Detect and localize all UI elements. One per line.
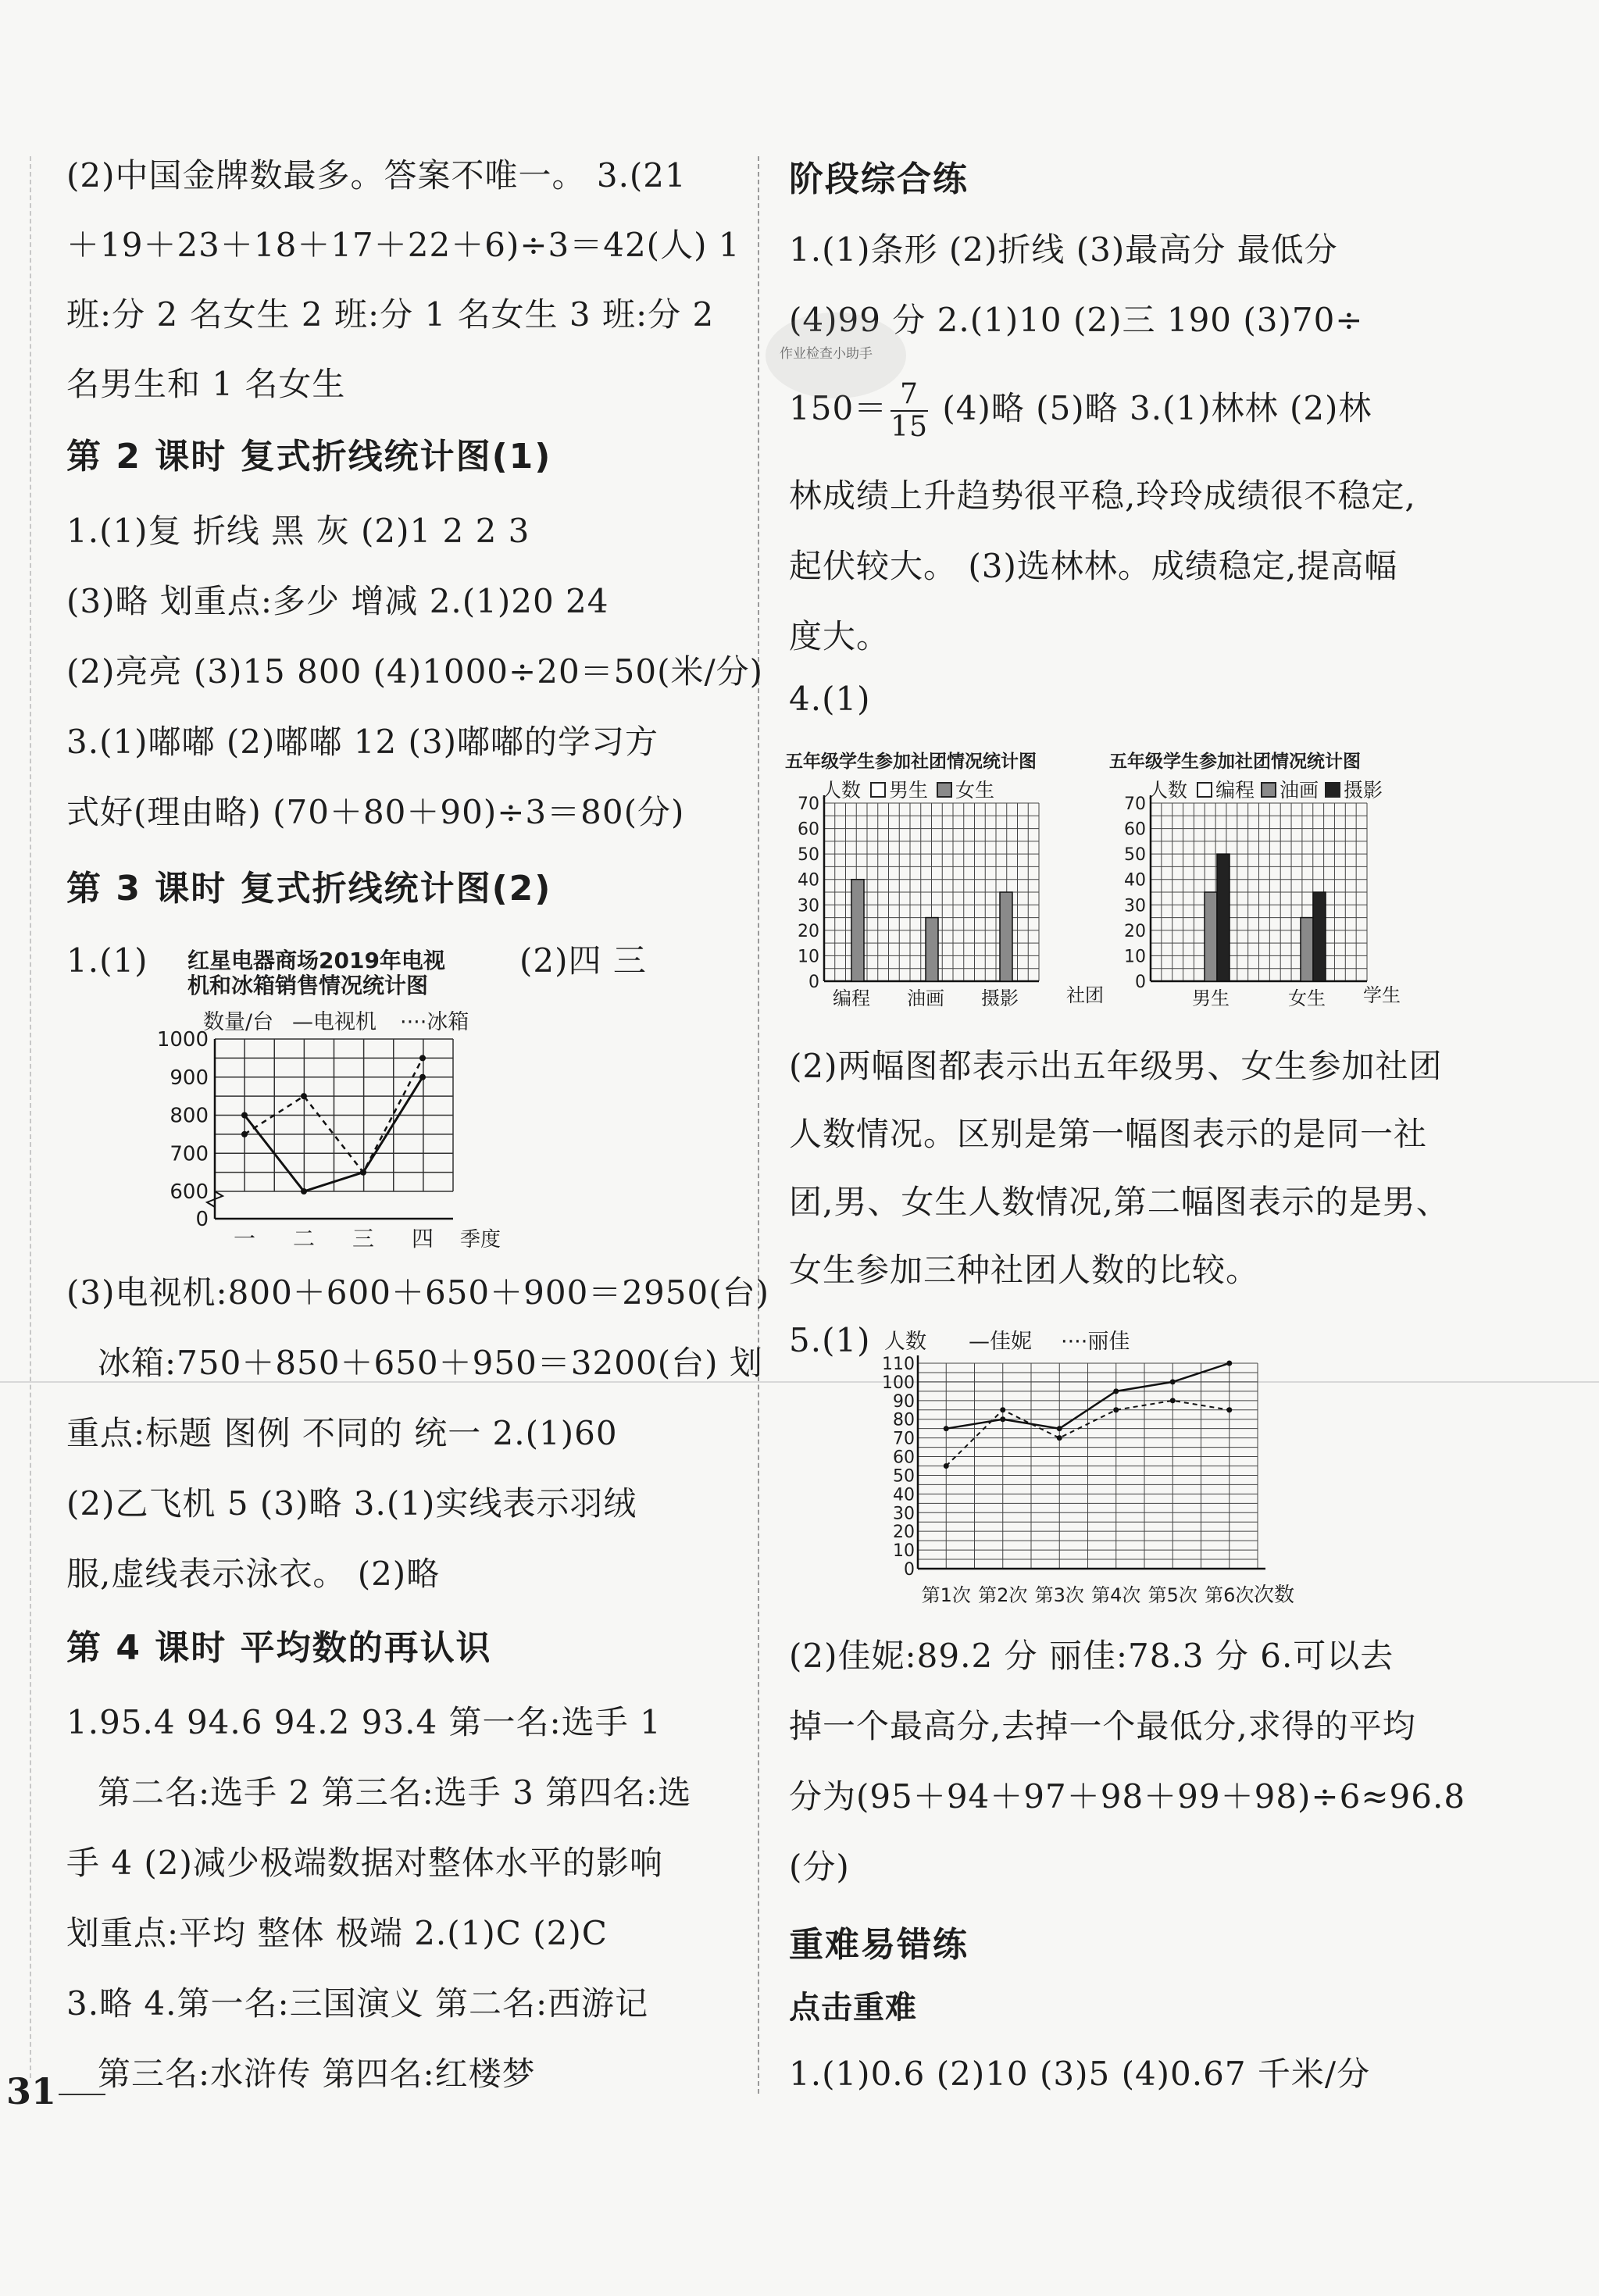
score-line-chart bbox=[867, 1320, 1305, 1617]
y-axis-label: 人数 bbox=[884, 1330, 926, 1354]
text-line: (2)四 三 bbox=[519, 941, 647, 980]
text-line: 第二名:选手 2 第三名:选手 3 第四名:选 bbox=[98, 1773, 692, 1812]
y-tick-label: 10 bbox=[893, 1541, 915, 1562]
data-point bbox=[1170, 1398, 1176, 1403]
text-line: ＋19＋23＋18＋17＋22＋6)÷3＝42(人) 1 bbox=[66, 226, 741, 264]
x-tick-label: 摄影 bbox=[981, 987, 1019, 1009]
x-axis-label: 社团 bbox=[1066, 984, 1104, 1006]
legend-tv: —电视机 bbox=[292, 1010, 377, 1034]
x-axis-label: 次数 bbox=[1254, 1584, 1295, 1607]
y-tick-label: 20 bbox=[893, 1523, 915, 1543]
y-tick-label: 40 bbox=[893, 1485, 915, 1505]
y-tick-label: 70 bbox=[1124, 794, 1146, 814]
y-tick-label: 50 bbox=[1124, 845, 1146, 866]
y-tick-label: 80 bbox=[893, 1410, 915, 1430]
legend-girls: 女生 bbox=[955, 779, 995, 802]
chart-title: 机和冰箱销售情况统计图 bbox=[187, 973, 429, 998]
text-line: 人数情况。区别是第一幅图表示的是同一社 bbox=[789, 1115, 1428, 1153]
bar bbox=[1000, 892, 1012, 981]
page-number: 31 bbox=[6, 2070, 57, 2112]
data-point bbox=[241, 1112, 248, 1119]
bar bbox=[1301, 918, 1313, 981]
data-point bbox=[1170, 1379, 1176, 1384]
y-tick-label: 600 bbox=[170, 1180, 209, 1204]
text-line: 第三名:水浒传 第四名:红楼梦 bbox=[98, 2055, 536, 2093]
stamp-text: 作业检查小助手 bbox=[780, 346, 873, 362]
y-tick-label: 1000 bbox=[156, 1028, 209, 1052]
text-line: 1.(1)条形 (2)折线 (3)最高分 最低分 bbox=[789, 230, 1338, 269]
x-tick-label: 女生 bbox=[1288, 987, 1326, 1009]
x-tick-label: 第1次 bbox=[921, 1584, 971, 1606]
data-point bbox=[301, 1188, 307, 1194]
y-tick-label: 900 bbox=[170, 1066, 209, 1090]
text-line: 团,男、女生人数情况,第二幅图表示的是男、 bbox=[789, 1183, 1450, 1221]
y-tick-label: 60 bbox=[798, 819, 819, 840]
question-label: 4.(1) bbox=[789, 680, 871, 718]
y-tick-label: 20 bbox=[798, 921, 819, 941]
x-tick-label: 第4次 bbox=[1091, 1584, 1141, 1606]
text-line: (4)99 分 2.(1)10 (2)三 190 (3)70÷ bbox=[789, 301, 1364, 339]
y-tick-label: 60 bbox=[893, 1448, 915, 1468]
data-point bbox=[1226, 1361, 1232, 1366]
text-line: 1.(1)复 折线 黑 灰 (2)1 2 2 3 bbox=[66, 512, 530, 550]
y-tick-label: 800 bbox=[170, 1104, 209, 1128]
checker-stamp bbox=[766, 312, 906, 398]
legend-jiani: —佳妮 bbox=[969, 1330, 1032, 1354]
text-line: (3)电视机:800＋600＋650＋900＝2950(台) bbox=[66, 1273, 769, 1312]
data-point bbox=[1000, 1416, 1005, 1422]
text-line: (2)佳妮:89.2 分 丽佳:78.3 分 6.可以去 bbox=[789, 1637, 1394, 1675]
x-tick-label: 四 bbox=[411, 1226, 434, 1252]
x-tick-label: 第2次 bbox=[978, 1584, 1028, 1606]
data-point bbox=[1113, 1407, 1119, 1412]
page-number-rule bbox=[59, 2094, 105, 2095]
section-heading: 第 4 课时 平均数的再认识 bbox=[66, 1628, 492, 1668]
legend-painting: 油画 bbox=[1280, 779, 1319, 802]
text-line: 手 4 (2)减少极端数据对整体水平的影响 bbox=[66, 1844, 663, 1882]
data-point bbox=[301, 1093, 307, 1099]
legend-swatch-painting bbox=[1262, 783, 1276, 797]
data-point bbox=[1113, 1388, 1119, 1394]
sub-heading: 点击重难 bbox=[789, 1990, 917, 2026]
y-tick-label: 30 bbox=[893, 1504, 915, 1524]
x-tick-label: 一 bbox=[233, 1226, 256, 1252]
y-tick-label: 700 bbox=[170, 1142, 209, 1166]
y-tick-label: 100 bbox=[882, 1373, 915, 1393]
text-line: 划重点:平均 整体 极端 2.(1)C (2)C bbox=[66, 1914, 608, 1952]
x-axis-label: 学生 bbox=[1363, 984, 1401, 1006]
y-tick-label: 50 bbox=[893, 1466, 915, 1487]
x-tick-label: 编程 bbox=[833, 987, 870, 1009]
text-line: (2)中国金牌数最多。答案不唯一。 3.(21 bbox=[66, 156, 687, 195]
data-point bbox=[1000, 1407, 1005, 1412]
data-point bbox=[944, 1463, 949, 1469]
chart-title: 五年级学生参加社团情况统计图 bbox=[785, 752, 1037, 772]
left-margin-rule bbox=[30, 156, 31, 2078]
y-tick-label: 70 bbox=[893, 1429, 915, 1449]
section-heading: 第 2 课时 复式折线统计图(1) bbox=[66, 437, 552, 477]
x-tick-label: 二 bbox=[292, 1226, 316, 1252]
bar bbox=[851, 880, 864, 981]
y-tick-label: 40 bbox=[798, 870, 819, 891]
text-fragment: 150＝ bbox=[789, 389, 888, 427]
y-axis-label: 数量/台 bbox=[203, 1010, 274, 1034]
text-line: 服,虚线表示泳衣。 (2)略 bbox=[66, 1555, 441, 1593]
data-point bbox=[1057, 1435, 1062, 1441]
fraction bbox=[891, 379, 928, 443]
text-line: 1.(1)0.6 (2)10 (3)5 (4)0.67 千米/分 bbox=[789, 2055, 1371, 2093]
x-tick-label: 第3次 bbox=[1034, 1584, 1084, 1606]
text-line: 名男生和 1 名女生 bbox=[66, 365, 346, 403]
legend-swatch-photo bbox=[1326, 783, 1340, 797]
club-gender-bar-chart bbox=[781, 742, 1109, 1023]
y-tick-label: 30 bbox=[798, 896, 819, 916]
y-tick-label: 40 bbox=[1124, 870, 1146, 891]
text-line: 重点:标题 图例 不同的 统一 2.(1)60 bbox=[66, 1414, 618, 1452]
text-line: (2)亮亮 (3)15 800 (4)1000÷20＝50(米/分) bbox=[66, 652, 764, 691]
y-tick-label: 60 bbox=[1124, 819, 1146, 840]
text-line: (2)乙飞机 5 (3)略 3.(1)实线表示羽绒 bbox=[66, 1484, 637, 1523]
y-tick-label: 110 bbox=[882, 1355, 915, 1374]
data-point bbox=[944, 1426, 949, 1431]
text-line: 起伏较大。 (3)选林林。成绩稳定,提高幅 bbox=[789, 547, 1398, 585]
fraction-denominator: 15 bbox=[891, 411, 928, 443]
section-heading: 第 3 课时 复式折线统计图(2) bbox=[66, 869, 552, 909]
y-axis-label: 人数 bbox=[822, 779, 862, 802]
y-axis-label: 人数 bbox=[1148, 779, 1188, 802]
legend-coding: 编程 bbox=[1215, 779, 1255, 802]
x-tick-label: 第6次 bbox=[1205, 1584, 1255, 1606]
text-line: 女生参加三种社团人数的比较。 bbox=[789, 1251, 1260, 1289]
bar bbox=[1313, 892, 1326, 981]
text-line: 3.略 4.第一名:三国演义 第二名:西游记 bbox=[66, 1984, 649, 2023]
text-line: 冰箱:750＋850＋650＋950＝3200(台) 划 bbox=[98, 1344, 763, 1382]
gender-club-bar-chart bbox=[1105, 742, 1418, 1023]
x-tick-label: 第5次 bbox=[1147, 1584, 1197, 1606]
question-label: 5.(1) bbox=[789, 1321, 871, 1359]
question-label: 1.(1) bbox=[66, 941, 148, 980]
text-line: 班:分 2 名女生 2 班:分 1 名女生 3 班:分 2 bbox=[66, 295, 715, 334]
chart-title: 红星电器商场2019年电视 bbox=[187, 948, 445, 973]
section-heading: 阶段综合练 bbox=[789, 159, 969, 199]
data-point bbox=[1226, 1407, 1232, 1412]
x-tick-label: 男生 bbox=[1192, 987, 1230, 1009]
column-divider bbox=[758, 156, 759, 2094]
x-axis-label: 季度 bbox=[459, 1228, 501, 1252]
data-point bbox=[360, 1169, 366, 1176]
legend-boys: 男生 bbox=[889, 779, 929, 802]
legend-fridge: ····冰箱 bbox=[400, 1010, 469, 1034]
text-line: 分为(95＋94＋97＋98＋99＋98)÷6≈96.8 bbox=[789, 1777, 1466, 1816]
text-line: 度大。 bbox=[789, 617, 891, 655]
text-line: 1.95.4 94.6 94.2 93.4 第一名:选手 1 bbox=[66, 1703, 662, 1741]
text-line: (3)略 划重点:多少 增减 2.(1)20 24 bbox=[66, 582, 609, 620]
y-tick-label: 0 bbox=[195, 1208, 209, 1231]
bar bbox=[926, 918, 938, 981]
y-tick-label: 70 bbox=[798, 794, 819, 814]
text-line: 3.(1)嘟嘟 (2)嘟嘟 12 (3)嘟嘟的学习方 bbox=[66, 723, 659, 761]
tv-fridge-line-chart bbox=[148, 941, 501, 1254]
y-tick-label: 10 bbox=[798, 947, 819, 967]
data-point bbox=[419, 1074, 426, 1080]
legend-swatch-girls bbox=[937, 783, 951, 797]
text-line: (分) bbox=[789, 1848, 850, 1886]
legend-lijia: ····丽佳 bbox=[1061, 1330, 1130, 1354]
legend-swatch-coding bbox=[1197, 783, 1212, 797]
text-line: 林成绩上升趋势很平稳,玲玲成绩很不稳定, bbox=[789, 477, 1416, 515]
fraction-numerator: 7 bbox=[891, 379, 928, 412]
bar bbox=[1205, 892, 1217, 981]
y-tick-label: 20 bbox=[1124, 921, 1146, 941]
data-point bbox=[241, 1131, 248, 1137]
y-tick-label: 50 bbox=[798, 845, 819, 866]
y-tick-label: 0 bbox=[808, 973, 819, 992]
x-tick-label: 三 bbox=[352, 1226, 375, 1252]
text-line: 掉一个最高分,去掉一个最低分,求得的平均 bbox=[789, 1707, 1416, 1745]
data-point bbox=[1057, 1426, 1062, 1431]
data-point bbox=[419, 1055, 426, 1061]
y-tick-label: 30 bbox=[1124, 896, 1146, 916]
section-heading: 重难易错练 bbox=[789, 1925, 969, 1965]
y-tick-label: 10 bbox=[1124, 947, 1146, 967]
y-tick-label: 0 bbox=[1135, 973, 1146, 992]
y-tick-label: 90 bbox=[893, 1391, 915, 1412]
text-line: 式好(理由略) (70＋80＋90)÷3＝80(分) bbox=[66, 793, 685, 831]
legend-swatch-boys bbox=[871, 783, 885, 797]
chart-title: 五年级学生参加社团情况统计图 bbox=[1109, 752, 1361, 772]
text-fragment: (4)略 (5)略 3.(1)林林 (2)林 bbox=[930, 389, 1372, 427]
y-tick-label: 0 bbox=[904, 1560, 915, 1580]
x-tick-label: 油画 bbox=[907, 987, 944, 1009]
legend-photo: 摄影 bbox=[1344, 779, 1383, 802]
bar bbox=[1217, 854, 1230, 981]
text-line: (2)两幅图都表示出五年级男、女生参加社团 bbox=[789, 1047, 1443, 1085]
